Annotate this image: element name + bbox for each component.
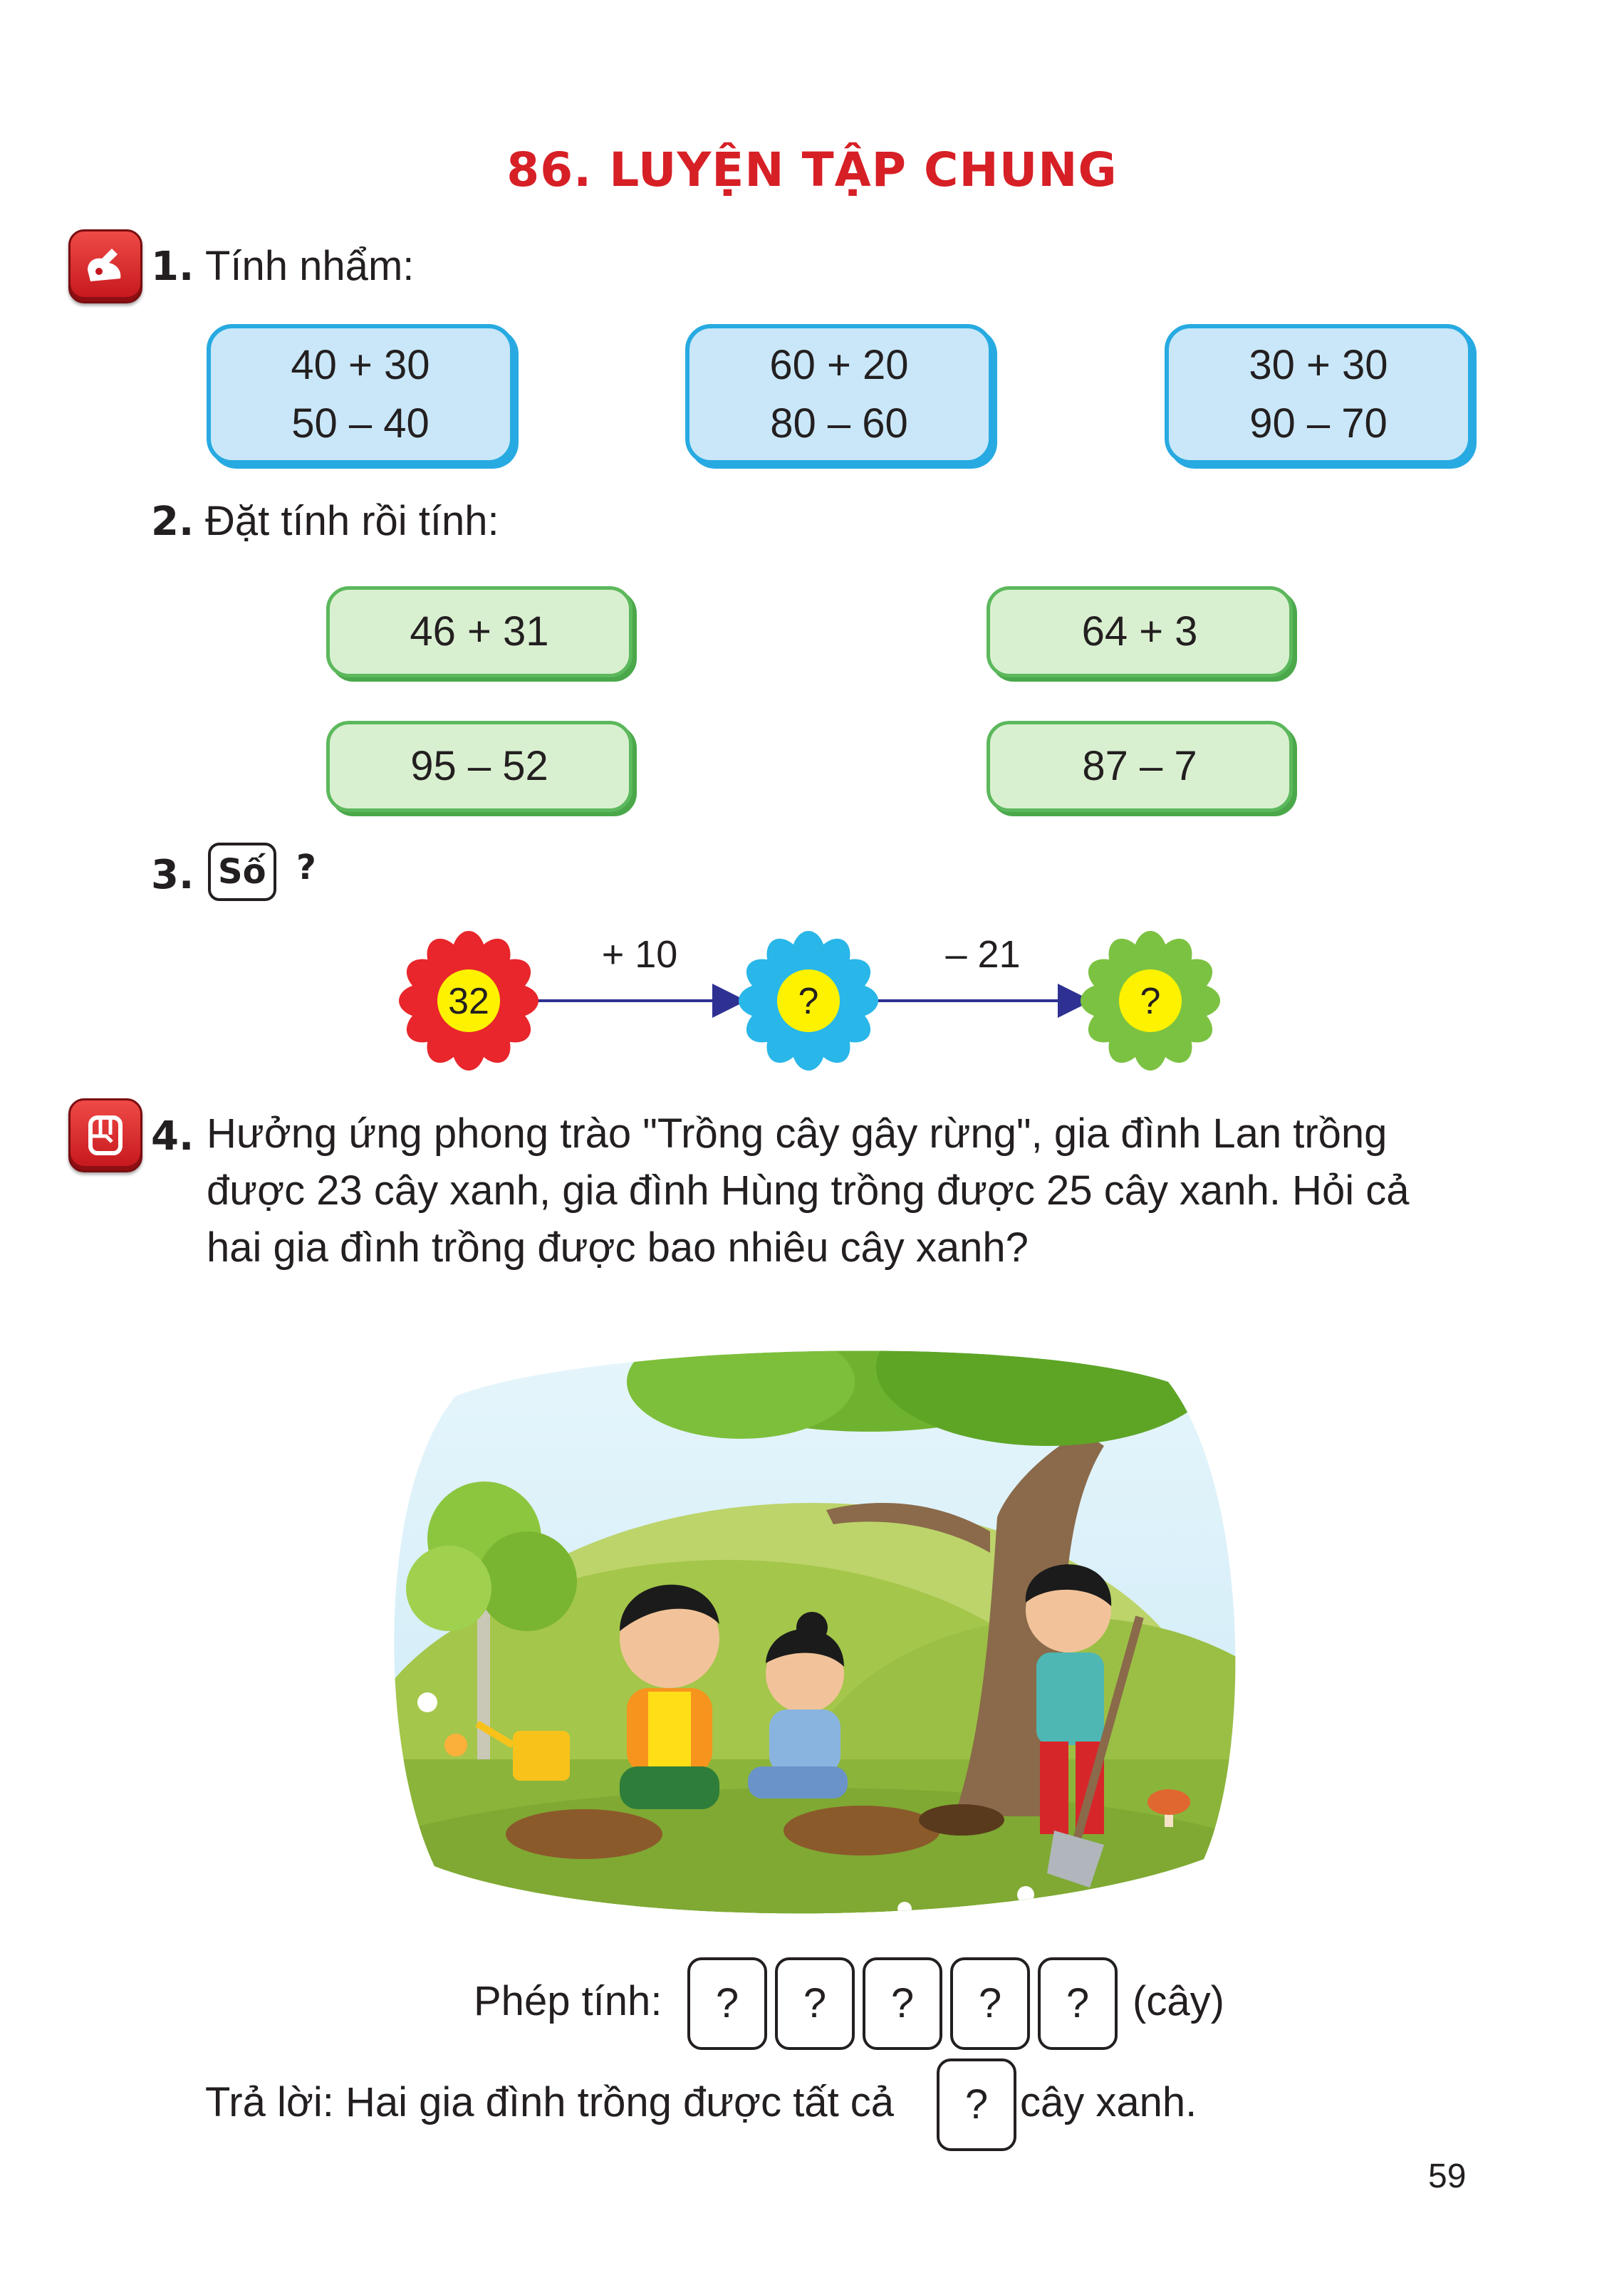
exercise-2-instruction: Đặt tính rồi tính: — [205, 498, 499, 544]
ex1-box-1-line-1: 40 + 30 — [291, 341, 430, 388]
ex1-box-3 — [1165, 324, 1472, 464]
answer-suffix: cây xanh. — [1020, 2079, 1197, 2125]
ex1-box-2 — [685, 324, 993, 464]
mental-math-icon — [68, 229, 142, 303]
calc-unit: (cây) — [1133, 1978, 1224, 2024]
ex2-box-1: 46 + 31 — [326, 586, 633, 677]
calc-box-2[interactable]: ? — [775, 1957, 855, 2050]
so-label-box: Số — [208, 843, 276, 901]
end-unknown: ? — [1140, 981, 1161, 1022]
middle-unknown: ? — [798, 981, 819, 1022]
operation-plus-10: + 10 — [601, 933, 678, 976]
ex1-box-3-line-1: 30 + 30 — [1249, 341, 1388, 388]
calc-label: Phép tính: — [474, 1978, 662, 2024]
answer-box[interactable]: ? — [937, 2058, 1016, 2151]
exercise-3-question-mark: ? — [296, 848, 316, 887]
exercise-1-instruction: Tính nhẩm: — [205, 243, 415, 289]
answer-prefix: Trả lời: Hai gia đình trồng được tất cả — [205, 2079, 895, 2125]
ex1-box-2-line-1: 60 + 20 — [769, 341, 909, 388]
application-fist-icon — [68, 1098, 142, 1172]
ex2-box-4: 87 – 7 — [987, 721, 1293, 812]
exercise-1-number: 1. — [151, 244, 194, 290]
problem-line-1: Hưởng ứng phong trào "Trồng cây gây rừng", gia đình Lan trồng — [207, 1110, 1388, 1157]
ex1-box-2-line-2: 80 – 60 — [770, 400, 908, 447]
ex1-box-1-line-2: 50 – 40 — [291, 400, 430, 447]
exercise-2-number: 2. — [151, 499, 194, 545]
calc-box-5[interactable]: ? — [1038, 1957, 1118, 2050]
operation-minus-21: – 21 — [945, 933, 1021, 976]
calc-box-3[interactable]: ? — [863, 1957, 942, 2050]
exercise-4-problem-text — [207, 1105, 1510, 1276]
ex2-box-2: 64 + 3 — [987, 586, 1293, 677]
ex2-box-3: 95 – 52 — [326, 721, 633, 812]
problem-line-2: được 23 cây xanh, gia đình Hùng trồng được 25 cây xanh. Hỏi cả — [207, 1167, 1410, 1214]
exercise-4-number: 4. — [151, 1113, 194, 1160]
ex1-box-1 — [207, 324, 514, 464]
calc-box-4[interactable]: ? — [950, 1957, 1030, 2050]
number-chain-diagram — [385, 919, 1239, 1090]
ex1-box-3-line-2: 90 – 70 — [1249, 400, 1388, 447]
tree-planting-illustration — [370, 1303, 1254, 1945]
exercise-3-number: 3. — [151, 852, 194, 898]
problem-line-3: hai gia đình trồng được bao nhiêu cây xanh? — [207, 1224, 1029, 1271]
page-number: 59 — [1428, 2157, 1467, 2195]
calc-box-1[interactable]: ? — [687, 1957, 767, 2050]
start-number: 32 — [448, 981, 489, 1022]
page-title: 86. LUYỆN TẬP CHUNG — [506, 142, 1118, 197]
